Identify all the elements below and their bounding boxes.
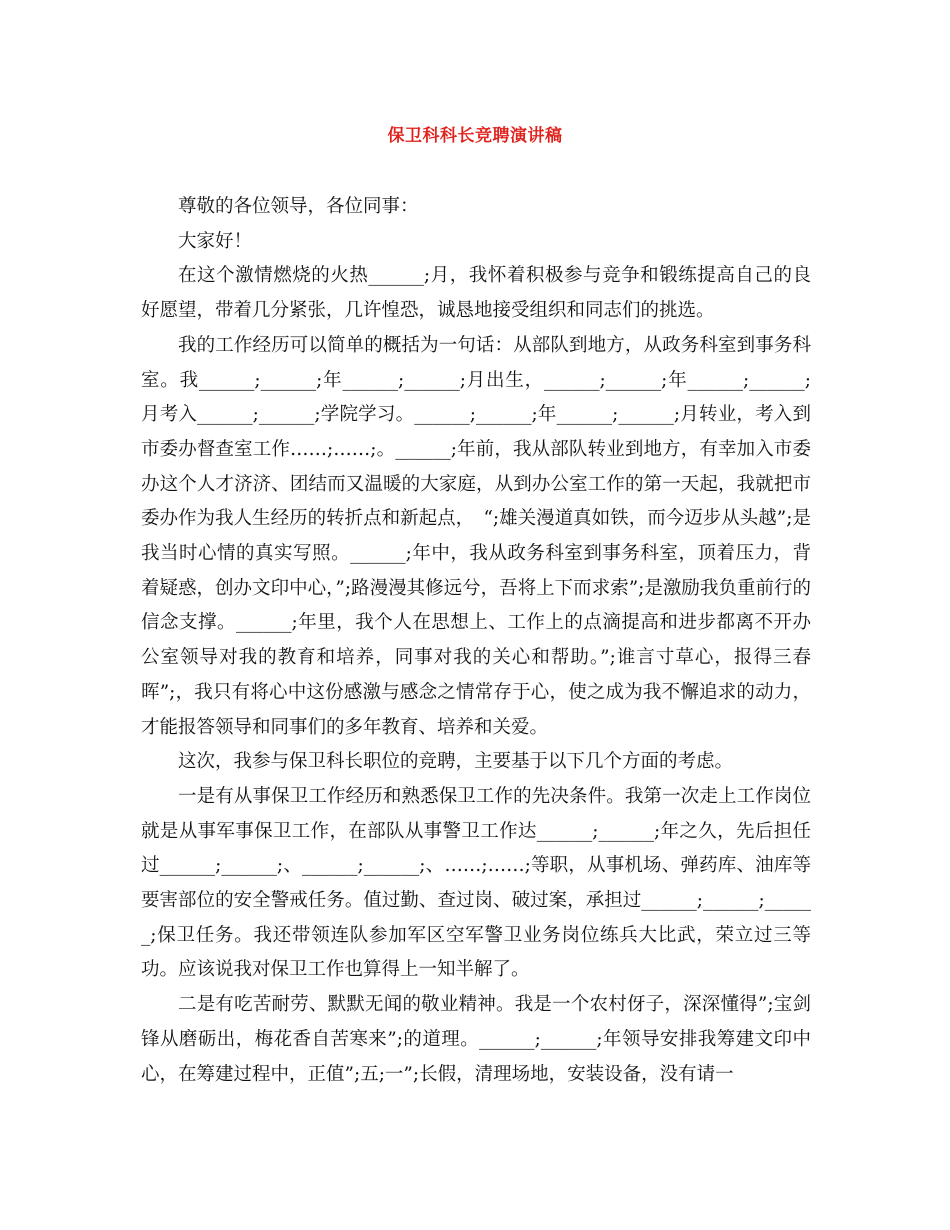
greeting-paragraph: 大家好！: [178, 230, 253, 252]
motivation-paragraph: 这次，我参与保卫科长职位的竞聘，主要基于以下几个方面的考虑。: [178, 751, 734, 773]
reason-one-paragraph: 一是有从事保卫工作经历和熟悉保卫工作的先决条件。我第一次走上工作岗位就是从事军事保卫工作，在部队从事警卫工作达______;______;年之久，先后担任过______;______;、______;______;、……;……;等职，从事机场、弹药库、油库等要害部位的安全警戒任务。值过勤、查过岗、破过案，承担过______;______;______;保卫任务。我还带领连队参加军区空军警卫业务岗位练兵大比武，荣立过三等功。应该说我对保卫工作也算得上一知半解了。: [141, 785, 811, 981]
salutation-paragraph: 尊敬的各位领导，各位同事：: [178, 196, 419, 217]
intro-paragraph: 在这个激情燃烧的火热______;月，我怀着积极参与竞争和锻练提高自己的良好愿望，带着几分紧张，几许惶恐，诚恳地接受组织和同志们的挑选。: [141, 265, 811, 322]
document-body: [141, 190, 811, 1092]
document-title: 保卫科科长竞聘演讲稿: [387, 126, 563, 146]
reason-two-paragraph: 二是有吃苦耐劳、默默无闻的敬业精神。我是一个农村伢子，深深懂得”;宝剑锋从磨砺出，梅花香自苦寒来”;的道理。______;______;年领导安排我筹建文印中心，在筹建过程中，正值”;五;一”;长假，清理场地，安装设备，没有请一: [141, 994, 811, 1085]
experience-paragraph: 我的工作经历可以简单的概括为一句话：从部队到地方，从政务科室到事务科室。我______;______;年______;______;月出生，______;______;年______;______;月考入______;______;学院学习。______;______;年______;______;月转业，考入到市委办督查室工作……;……;。______;年前，我从部队转业到地方，有幸加入市委办这个人才济济、团结而又温暖的大家庭，从到办公室工作的第一天起，我就把市委办作为我人生经历的转折点和新起点， “;雄关漫道真如铁，而今迈步从头越”;是我当时心情的真实写照。______;年中，我从政务科室到事务科室，顶着压力，背着疑惑，创办文印中心，”;路漫漫其修远兮，吾将上下而求索”;是激励我负重前行的信念支撑。______;年里，我个人在思想上、工作上的点滴提高和进步都离不开办公室领导对我的教育和培养，同事对我的关心和帮助。”;谁言寸草心，报得三春晖”;，我只有将心中这份感激与感念之情常存于心，使之成为我不懈追求的动力，才能报答领导和同事们的多年教育、培养和关爱。: [141, 334, 811, 738]
